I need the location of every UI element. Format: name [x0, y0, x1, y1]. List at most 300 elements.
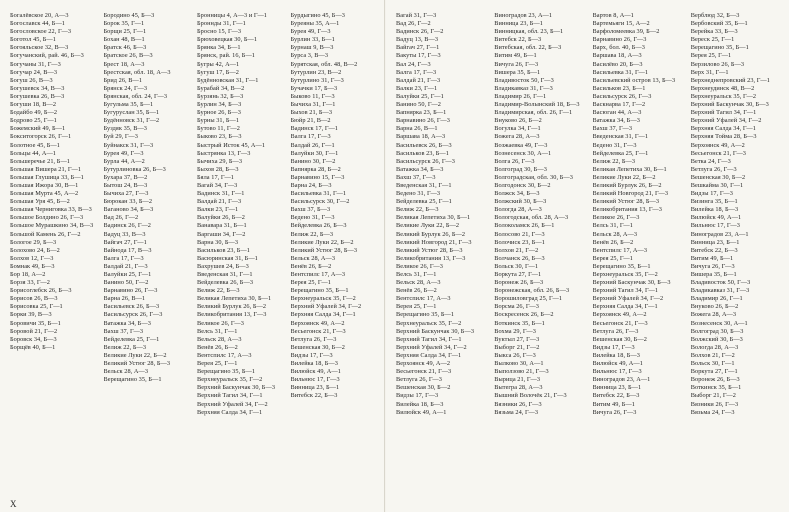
index-entry: Верещагино 35, Б—1 [197, 368, 256, 376]
index-entry: Вейделевка 25, Г—1 [103, 335, 160, 343]
index-entry: Виноградов 23, А—1 [494, 12, 553, 19]
index-entry: Борисов 26, В—3 [10, 295, 58, 303]
index-entry: Ванино 30, Г—2 [290, 157, 336, 165]
index-entry: Вахрушев 24, Б—3 [197, 262, 249, 270]
index-column-6 [494, 12, 584, 498]
index-entry: Возжаевка 49, Г—3 [494, 141, 548, 149]
index-entry: Бронницы 4, А—3 и Г—1 [197, 12, 267, 19]
index-entry: Воронеж 26, Б—3 [690, 376, 740, 384]
index-entry: Великая Лепетиха 30, Б—1 [396, 214, 471, 222]
index-entry: Верея 25, Г—1 [197, 360, 238, 368]
index-column-2 [104, 12, 190, 498]
index-entry: Верхний Тагил 34, Г—1 [592, 287, 659, 295]
index-entry: Васильевский остров 13, Б—3 [592, 76, 676, 84]
index-entry: Борисовка 25, Г—1 [10, 303, 63, 311]
index-entry: Верхняя Тойма 28, Б—3 [690, 133, 757, 141]
index-entry: Бычиха 31, Г—1 [290, 101, 336, 109]
index-entry: Бугры 42, А—1 [197, 60, 240, 68]
index-entry: Бурное 26, Б—3 [197, 109, 241, 117]
index-entry: Варфоломеевка 39, Б—2 [592, 28, 660, 36]
index-entry: Большая Мурта 45, А—2 [10, 190, 79, 198]
index-entry: Вылково 30, А—1 [494, 360, 544, 368]
index-entry: Вейделевка 26, Б—3 [290, 222, 347, 230]
index-entry: Вагай 34, Г—3 [197, 181, 238, 189]
index-entry: Васильков 23, Б—1 [592, 84, 646, 92]
index-entry: Верхний Уфалей 34, Г—2 [690, 117, 762, 125]
index-entry: Волочиск 23, Б—1 [494, 238, 545, 246]
index-entry: Ванавара 31, Б—1 [197, 222, 247, 230]
index-entry: Васильсурск 26, Г—3 [592, 92, 652, 100]
index-entry: Бычиха 29, Б—3 [197, 157, 243, 165]
index-entry: Вартов 8, А—1 [592, 12, 634, 19]
index-entry: Ванино 50, Г—2 [103, 279, 149, 287]
index-entry: Бутурлино 31, Г—3 [290, 76, 344, 84]
index-entry: Вельск 28, А—3 [290, 254, 336, 262]
index-entry: Валдай 26, Г—1 [290, 141, 335, 149]
index-entry: Бохан 48, В—1 [103, 36, 145, 44]
index-entry: Бурлин 34, Б—3 [197, 101, 242, 109]
index-entry: Варх, бол. 40, Б—3 [592, 44, 645, 52]
index-entry: Бутурлин 23, В—2 [290, 68, 342, 76]
index-entry: Брест 18, А—3 [103, 60, 145, 68]
index-entry: Вахш 37, Б—3 [290, 206, 331, 214]
index-entry: Будённовск 31, Г—2 [103, 117, 160, 125]
index-entry: Борщи 25, Г—1 [103, 28, 147, 36]
index-entry: Большой Камень 26, Г—2 [10, 230, 81, 238]
index-entry: Вуктыл 27, Г—3 [494, 335, 540, 343]
index-entry: Василёво 20, Б—3 [592, 60, 643, 68]
index-entry: Верея 25, Г—1 [290, 279, 331, 287]
index-entry: Витебск 22, Б—3 [494, 36, 542, 44]
index-entry: Великие Луки 22, Б—2 [592, 173, 656, 181]
index-entry: Бутурлиновка 26, Б—3 [103, 165, 166, 173]
index-entry: Верхний Тагил 34, Г—1 [690, 109, 757, 117]
index-entry: Верхний Тагил 34, Г—1 [396, 335, 462, 343]
index-entry: Борки 39, В—3 [10, 311, 52, 319]
right-page-columns [396, 12, 781, 498]
index-entry: Вейделевка 25, Г—1 [396, 198, 452, 206]
index-entry: Вишера 35, Б—1 [690, 271, 737, 278]
index-entry: Бюйр 21, В—2 [290, 117, 331, 125]
index-entry: Вилейка 18, Б—3 [592, 351, 640, 359]
index-entry: Вахш 37, Г—3 [592, 125, 633, 133]
index-entry: Вологда 28, А—3 [690, 343, 739, 351]
index-entry: Верещагино 35, Б—1 [290, 287, 349, 295]
index-entry: Весьегонск 21, Г—3 [290, 327, 346, 335]
index-entry: Верхний Уфалей 34, Г—2 [290, 303, 362, 311]
index-entry: Выползово 21, Г—3 [494, 368, 549, 376]
index-entry: Бомнак 49, Б—3 [10, 262, 55, 270]
index-entry: Богучанский, рай. 46, Б—3 [10, 52, 84, 60]
index-entry: Великие Луки 22, Б—2 [103, 351, 167, 359]
index-entry: Большеречье 21, Б—1 [10, 157, 70, 165]
index-entry: Быково 23, Б—3 [197, 133, 242, 141]
index-entry: Богушевск 34, В—3 [10, 84, 65, 92]
index-entry: Воскресенск 26, Б—2 [494, 311, 554, 319]
index-entry: Вешенская 30, Б—2 [396, 384, 451, 392]
index-entry: Великий Новгород 21, Г—3 [396, 238, 472, 246]
index-entry: Верхоянск 49, А—2 [290, 319, 345, 327]
index-entry: Ваганово 34, Б—3 [103, 206, 154, 214]
index-entry: Бычиха 27, Г—3 [103, 190, 149, 198]
index-entry: Ватажка 34, Б—3 [396, 165, 444, 173]
index-entry: Васильков 23, Б—1 [396, 149, 449, 157]
index-entry: Волчанск 26, Б—3 [494, 254, 545, 262]
index-entry: Вильнюс 17, Г—3 [290, 376, 340, 384]
index-entry: Богалёвское 20, А—3 [10, 12, 69, 19]
index-entry: Бухара 37, В—2 [103, 173, 148, 181]
index-entry: Валга 17, Г—3 [396, 68, 437, 76]
index-entry: Визинга 35, Б—1 [690, 198, 738, 206]
index-entry: Великие Луки 22, Б—2 [396, 222, 460, 230]
index-entry: Вишера 35, Б—1 [494, 68, 541, 76]
index-entry: Быстрянка 13, Г—3 [197, 149, 251, 157]
index-entry: Васильевка 31, Г—1 [592, 68, 649, 76]
index-entry: Великий Бурлук 26, Б—2 [197, 303, 267, 311]
index-entry: Верх 31, Г—1 [690, 68, 729, 76]
index-entry: Великое 26, Г—3 [197, 319, 244, 327]
index-entry: Вельск 28, А—3 [592, 230, 638, 238]
index-entry: Верея 25, Г—1 [592, 254, 633, 262]
index-entry: Вольск 30, Г—1 [494, 262, 539, 270]
index-entry: Вешенская 30, Б—2 [290, 343, 345, 351]
index-entry: Внуково 26, Б—2 [690, 303, 739, 311]
index-entry: Васкнарва 17, Г—2 [592, 101, 646, 109]
index-entry: Варнавино 26, Г—3 [592, 36, 647, 44]
index-entry: Видзы 17, Г—3 [690, 190, 733, 198]
index-entry: Буреяны 35, А—1 [290, 20, 340, 28]
index-entry: Волгоград 30, Б—3 [494, 165, 547, 173]
index-column-4 [291, 12, 377, 498]
index-entry: Витим 49, Б—1 [592, 400, 635, 408]
index-entry: Бурны 31, Б—1 [197, 117, 240, 125]
index-entry: Вильнюс 17, Г—3 [690, 222, 740, 230]
index-entry: Волжский 30, Б—3 [494, 198, 547, 206]
index-entry: Вольск 30, Г—1 [690, 360, 735, 368]
index-entry: Верхний Уфалей 34, Г—2 [592, 295, 664, 303]
index-entry: Бурея 49, Г—3 [290, 28, 331, 36]
index-entry: Варна 26, В—1 [396, 125, 438, 133]
index-entry: Вильнюс 17, Г—3 [592, 368, 642, 376]
index-entry: Варшава 18, А—3 [592, 52, 642, 60]
index-entry: Варнавино 26, Г—3 [396, 117, 450, 125]
index-entry: Велсь 31, Г—1 [197, 327, 238, 335]
index-entry: Весьегонск 21, Г—3 [592, 319, 648, 327]
index-entry: Великий Бурлук 26, Б—2 [396, 230, 466, 238]
index-entry: Волжск 34, Б—3 [494, 190, 540, 198]
index-entry: Вентспилс 17, А—3 [290, 271, 346, 278]
index-entry: Бугуш 17, Б—2 [197, 68, 239, 76]
index-entry: Буздяк 35, В—3 [103, 125, 148, 133]
index-entry: Владимир-Волынский 18, Б—3 [494, 101, 580, 109]
index-entry: Вадинск 17, Г—1 [290, 125, 338, 133]
index-entry: Валуйки 25, Г—1 [103, 271, 152, 278]
index-entry: Быково 11, Г—3 [290, 92, 335, 100]
index-entry: Вязники 26, Г—3 [494, 400, 542, 408]
index-entry: Вилейка 18, Б—3 [396, 400, 444, 408]
index-entry: Вологодская, обл. 28, А—3 [494, 214, 569, 222]
index-entry: Вапнярка 23, Б—1 [396, 109, 447, 117]
index-entry: Бурнаш 9, В—3 [290, 44, 334, 52]
index-column-1 [10, 12, 96, 498]
index-entry: Ворошиловград 25, Г—1 [494, 295, 563, 303]
index-entry: Верхоянск 49, А—2 [592, 311, 647, 319]
index-entry: Васильсурск 26, Г—3 [396, 157, 455, 165]
index-column-8 [691, 12, 781, 498]
index-entry: Верхнеуральск 35, Г—2 [690, 92, 757, 100]
index-entry: Вырица 21, Г—3 [494, 376, 541, 384]
index-entry: Вадинск 31, Г—1 [197, 190, 245, 198]
index-entry: Верхнеуральск 35, Г—2 [592, 271, 658, 278]
index-entry: Волгоградская, обл. 30, Б—3 [494, 173, 573, 181]
index-entry: Волхов 21, Г—2 [690, 351, 735, 359]
index-entry: Видзы 17, Г—3 [396, 392, 439, 400]
index-entry: Бурдыгино 45, Б—3 [290, 12, 346, 19]
index-entry: Васильевка 31, Г—1 [290, 190, 347, 198]
index-entry: Вейделевка 25, Г—1 [592, 149, 649, 157]
index-entry: Вад 26, Г—2 [396, 20, 431, 28]
index-entry: Большая Уря 45, Б—2 [10, 198, 70, 206]
index-entry: Ветлуга 26, Г—3 [396, 376, 442, 384]
index-entry: Ведено 31, Г—3 [396, 190, 441, 198]
index-entry: Велиж 22, Б—3 [103, 343, 147, 351]
index-entry: Вельск 28, А—3 [396, 279, 441, 287]
index-entry: Ведено 31, Г—3 [290, 214, 335, 222]
index-entry: Велиж 22, Б—3 [197, 287, 240, 295]
index-entry: Вайгач 27, Г—1 [396, 44, 440, 52]
index-entry: Варна 30, Б—3 [197, 238, 239, 246]
index-entry: Броннды 31, Г—1 [197, 20, 246, 28]
index-entry: Выборг 21, Г—2 [690, 392, 736, 400]
index-entry: Весьегонск 21, Г—3 [396, 368, 452, 376]
index-entry: Владивосток 50, Г—3 [690, 279, 751, 287]
index-entry: Брянск, рай. 16, Б—1 [197, 52, 256, 60]
index-entry: Великий Устюг 28, Б—3 [103, 360, 171, 368]
left-page-columns [10, 12, 376, 498]
index-entry: Верещагино 35, Б—1 [690, 44, 749, 52]
index-entry: Брид 26, В—1 [103, 76, 143, 84]
index-entry: Ворсма 26, Г—3 [494, 303, 539, 311]
index-entry: Виноградов 23, А—1 [690, 230, 749, 238]
index-entry: Верхняя Салда 34, Г—1 [592, 303, 658, 311]
index-entry: Вилюйск 49, А—1 [592, 360, 643, 368]
index-entry: Внуково 26, Б—2 [494, 117, 542, 125]
index-entry: Вакуты 17, Г—3 [396, 52, 441, 60]
index-entry: Верхнеуральск 35, Г—2 [396, 319, 462, 327]
index-entry: Введенская 31, Г—1 [396, 181, 452, 189]
index-entry: Боровск 34, Б—3 [10, 335, 57, 343]
index-entry: Вадуц 13, В—3 [396, 36, 439, 44]
index-entry: Вайнода 17, В—3 [103, 246, 152, 254]
index-entry: Волгодонск 30, Б—2 [494, 181, 551, 189]
index-entry: Вадинск 26, Г—2 [103, 222, 151, 230]
index-entry: Винница 23, Б—1 [592, 384, 642, 392]
index-entry: Виноградов 23, А—1 [592, 376, 651, 384]
index-entry: Вентспилс 17, А—3 [197, 351, 252, 359]
index-entry: Вичуга 26, Г—3 [592, 408, 637, 416]
index-entry: Болхов 12, Г—3 [10, 254, 54, 262]
index-entry: Верхняя Салда 34, Г—1 [396, 351, 462, 359]
index-entry: Варгаши 34, Г—2 [197, 230, 246, 238]
index-entry: Брянск 24, Г—3 [103, 84, 148, 92]
index-entry: Варна 24, Б—3 [290, 181, 332, 189]
index-entry: Воткинск 35, Б—1 [494, 319, 545, 327]
index-entry: Боровичи 35, Б—1 [10, 319, 61, 327]
index-entry: Большое Мурашкино 34, В—3 [10, 222, 94, 230]
index-entry: Ветлуга 26, Г—3 [592, 327, 639, 335]
index-entry: Верхний Баскунчак 30, Б—3 [592, 279, 671, 287]
index-entry: Верхоянск 49, А—2 [690, 141, 745, 149]
index-entry: Великий Устюг 28, Б—3 [396, 246, 463, 254]
index-entry: Введенская 31, Г—1 [197, 271, 253, 278]
index-entry: Вельск 28, А—3 [103, 368, 149, 376]
index-entry: Верещагино 35, Б—1 [396, 311, 455, 319]
index-entry: Бурабай 34, В—2 [197, 84, 245, 92]
index-entry: Вилюйск 49, А—1 [690, 214, 742, 222]
index-entry: Верхний Баскунчак 30, Б—3 [690, 101, 769, 109]
index-entry: Вешенская 30, Б—2 [592, 335, 647, 343]
index-entry: Витим 49, Б—1 [494, 52, 537, 60]
index-entry: Боровой 21, Г—2 [10, 327, 58, 335]
index-entry: Винница 23, Б—1 [690, 238, 740, 246]
index-entry: Верхний Уфалей 34, Г—2 [396, 343, 467, 351]
index-entry: Верхний Баскунчак 30, Б—3 [396, 327, 475, 335]
index-entry: Брестская, обл. 18, А—3 [103, 68, 171, 76]
index-entry: Бугульма 35, Б—1 [103, 101, 154, 109]
index-entry: Вербовский 35, Б—1 [690, 20, 748, 28]
index-entry: Витебск 22, Б—3 [690, 246, 738, 254]
index-entry: Видзы 17, Г—3 [592, 343, 635, 351]
index-entry: Валга 17, Г—3 [290, 133, 331, 141]
index-entry: Большая Ижора 30, В—1 [10, 181, 79, 189]
index-entry: Винницкая, обл. 23, Б—1 [494, 28, 564, 36]
index-entry: Витебск 22, Б—3 [592, 392, 640, 400]
index-entry: Бучачки 17, Б—3 [290, 84, 338, 92]
index-entry: Вешенская 30, Б—2 [690, 173, 746, 181]
index-entry: Владикавказ 31, Г—3 [494, 84, 553, 92]
index-entry: Бодрово 25, Г—1 [10, 117, 57, 125]
index-entry: Вентспилс 17, А—3 [592, 246, 648, 254]
index-entry: Вапнярка 28, Б—2 [290, 165, 341, 173]
index-entry: Верея 25, Г—1 [690, 52, 732, 60]
index-entry: Бологое 29, Б—3 [10, 238, 57, 246]
index-entry: Велиж 22, Б—3 [592, 157, 636, 165]
index-entry: Быхов 28, Б—3 [197, 165, 239, 173]
index-entry: Вогулка 34, Г—1 [494, 125, 541, 133]
index-entry: Большая Черниговка 33, В—3 [10, 206, 92, 214]
index-column-5 [396, 12, 486, 498]
index-entry: Бурла 44, А—2 [103, 157, 145, 165]
index-entry: Воркута 27, Г—1 [494, 271, 542, 278]
index-entry: Винница 23, Б—1 [494, 20, 543, 28]
index-entry: Богуш 26, В—3 [10, 76, 53, 84]
index-entry: Валдай 21, Г—3 [396, 76, 441, 84]
page-number: X [10, 499, 17, 509]
index-entry: Брянская, обл. 24, Г—3 [103, 92, 168, 100]
index-entry: Воркута 27, Г—1 [690, 368, 738, 376]
index-entry: Валуйки 26, Б—2 [197, 214, 245, 222]
index-entry: Вадинск 26, Г—2 [396, 28, 444, 36]
index-entry: Бурса 3, В—3 [290, 52, 329, 60]
index-entry: Волоколамск 26, Б—1 [494, 222, 555, 230]
index-entry: Бородино 45, Б—3 [103, 12, 155, 19]
index-entry: Ветлуга 26, Г—3 [690, 165, 737, 173]
index-entry: Братское 26, В—3 [103, 52, 153, 60]
index-entry: Валуйки 25, Г—1 [396, 92, 444, 100]
index-entry: Вышний Волочёк 21, Г—3 [494, 392, 567, 400]
index-entry: Борок 35, Г—1 [103, 20, 145, 28]
index-entry: Бокситогорск 26, Г—1 [10, 133, 72, 141]
index-entry: Богуши 18, В—2 [10, 101, 57, 109]
index-entry: Владимир 26, Г—1 [494, 92, 547, 100]
index-entry: Вохма 29, Г—3 [494, 327, 536, 335]
index-entry: Владимир 26, Г—1 [690, 295, 743, 303]
index-entry: Вал 24, Г—3 [396, 60, 431, 68]
index-entry: Вытегра 28, А—3 [494, 384, 543, 392]
index-entry: Быстрый Исток 45, А—1 [197, 141, 266, 149]
index-entry: Выкса 26, Г—3 [494, 351, 536, 359]
index-entry: Валуйки 30, Г—1 [290, 149, 339, 157]
index-entry: Вахш 37, Г—3 [396, 173, 436, 181]
index-entry: Вознесенск 30, А—1 [690, 319, 748, 327]
index-entry: Волгоград 30, Б—3 [690, 327, 744, 335]
index-entry: Бурятская, обл. 48, В—2 [290, 60, 358, 68]
index-entry: Ватажка 34, Б—3 [103, 319, 151, 327]
index-entry: Васюган 44, А—3 [592, 109, 642, 117]
index-entry: Владикавказ 31, Г—3 [690, 287, 750, 295]
index-entry: Ветка 24, Г—3 [690, 157, 731, 165]
index-entry: Волосово 21, Г—3 [494, 230, 545, 238]
index-entry: Буй 29, Г—3 [103, 133, 138, 141]
index-entry: Венёв 26, Б—2 [396, 287, 437, 295]
index-entry: Бурея 49, Г—3 [103, 149, 144, 157]
index-entry: Вилейка 18, Б—3 [690, 206, 739, 214]
index-entry: Выборг 21, Г—2 [494, 343, 540, 351]
index-entry: Великобритания 13, Г—3 [197, 311, 267, 319]
index-entry: Велиж 22, Б—3 [290, 230, 334, 238]
index-entry: Великий Бурлук 26, Б—2 [592, 181, 662, 189]
index-column-3 [197, 12, 283, 498]
index-entry: Валдай 21, Г—3 [103, 262, 148, 270]
index-entry: Вахш 37, Г—3 [103, 327, 144, 335]
index-entry: Бурлин 33, Б—1 [290, 36, 335, 44]
index-entry: Большая Вишера 21, Г—1 [10, 165, 82, 173]
index-entry: Бутово 11, Г—2 [197, 125, 240, 133]
index-entry: Вадуц 33, В—3 [103, 230, 146, 238]
index-entry: Вентспилс 17, А—3 [396, 295, 451, 303]
index-entry: Владивосток 50, Г—3 [494, 76, 554, 84]
left-page [0, 0, 385, 512]
index-entry: Вейделевка 26, Б—3 [197, 279, 254, 287]
index-entry: Вязьма 24, Г—3 [494, 408, 539, 416]
index-entry: Братск 46, Б—3 [103, 44, 147, 52]
index-entry: Варшава 18, А—3 [396, 133, 446, 141]
index-entry: Вереск 25, Г—1 [690, 36, 735, 44]
index-entry: Велиж 22, Б—3 [396, 206, 439, 214]
index-entry: Вичуга 26, Г—3 [494, 60, 539, 68]
index-entry: Богучар 24, В—3 [10, 68, 58, 76]
index-entry: Верхняя Салда 34, Г—1 [197, 408, 263, 416]
index-entry: Великая Лепетиха 30, Б—1 [197, 295, 272, 303]
index-entry: Вологда 28, А—3 [494, 206, 542, 214]
index-entry: Варна 26, В—1 [103, 295, 146, 303]
index-entry: Бугуруслан 35, Б—1 [103, 109, 160, 117]
index-entry: Вартемьяги 15, А—2 [592, 20, 650, 28]
index-entry: Великий Устюг 28, Б—3 [290, 246, 358, 254]
index-entry: Вешкайма 30, Г—1 [690, 181, 744, 189]
index-entry: Ванино 50, Г—2 [396, 101, 441, 109]
index-entry: Верея 25, Г—1 [396, 303, 437, 311]
